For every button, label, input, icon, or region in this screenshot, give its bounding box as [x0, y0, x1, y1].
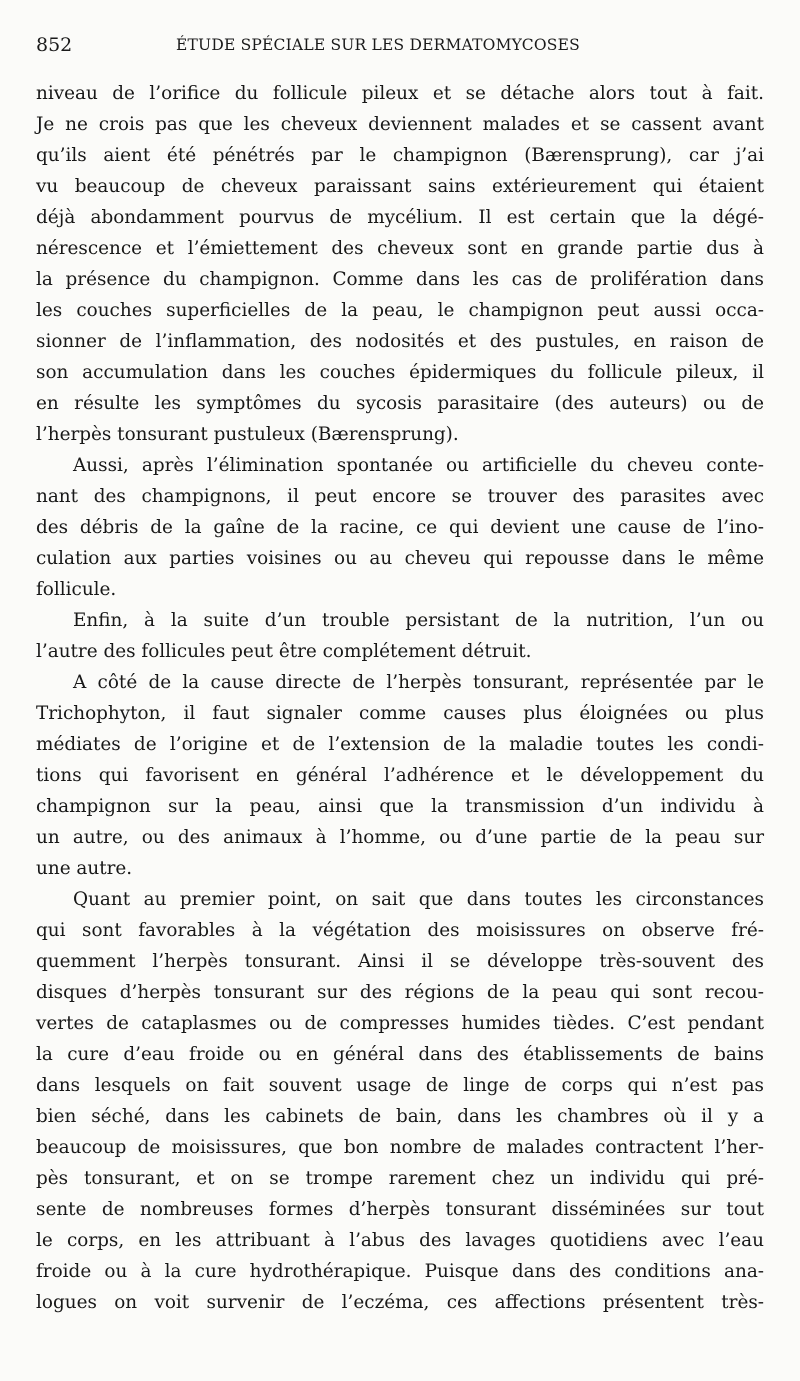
text-line: les couches superficielles de la peau, le champignon peut aussi occa- [36, 300, 764, 321]
text-line: des débris de la gaîne de la racine, ce qui devient une cause de l’ino- [36, 517, 764, 538]
text-line: la cure d’eau froide ou en général dans des établissements de bains [36, 1044, 764, 1065]
paragraph-end-line: une autre. [36, 858, 133, 879]
text-line: Trichophyton, il faut signaler comme causes plus éloignées ou plus [36, 703, 764, 724]
text-line: tions qui favorisent en général l’adhérence et le développement du [36, 765, 764, 786]
text-line: en résulte les symptômes du sycosis parasitaire (des auteurs) ou de [36, 393, 764, 414]
text-line: quemment l’herpès tonsurant. Ainsi il se développe très-souvent des [36, 951, 764, 972]
text-line: culation aux parties voisines ou au cheveu qui repousse dans le même [36, 548, 764, 569]
text-line: le corps, en les attribuant à l’abus des lavages quotidiens avec l’eau [36, 1230, 764, 1251]
text-line: bien séché, dans les cabinets de bain, dans les chambres où il y a [36, 1106, 764, 1127]
text-line: niveau de l’orifice du follicule pileux et se détache alors tout à fait. [36, 83, 764, 104]
paragraph-start-line: Aussi, après l’élimination spontanée ou artificielle du cheveu conte- [73, 455, 764, 476]
text-line: déjà abondamment pourvus de mycélium. Il est certain que la dégé- [36, 207, 764, 228]
body-text [36, 78, 764, 1318]
text-line: sente de nombreuses formes d’herpès tonsurant disséminées sur tout [36, 1199, 764, 1220]
text-line: dans lesquels on fait souvent usage de linge de corps qui n’est pas [36, 1075, 764, 1096]
text-line: pès tonsurant, et on se trompe rarement chez un individu qui pré- [36, 1168, 764, 1189]
text-line: un autre, ou des animaux à l’homme, ou d’une partie de la peau sur [36, 827, 764, 848]
paragraph-start-line: Enfin, à la suite d’un trouble persistant de la nutrition, l’un ou [73, 610, 764, 631]
text-line: froide ou à la cure hydrothérapique. Puisque dans des conditions ana- [36, 1261, 764, 1282]
text-line: champignon sur la peau, ainsi que la transmission d’un individu à [36, 796, 764, 817]
paragraph-end-line: l’herpès tonsurant pustuleux (Bærensprung). [36, 424, 459, 445]
paragraph-end-line: l’autre des follicules peut être complétement détruit. [36, 641, 532, 662]
text-line: sionner de l’inflammation, des nodosités et des pustules, en raison de [36, 331, 764, 352]
text-line: nérescence et l’émiettement des cheveux sont en grande partie dus à [36, 238, 764, 259]
running-title: ÉTUDE SPÉCIALE SUR LES DERMATOMYCOSES [176, 36, 580, 54]
running-head [36, 34, 764, 60]
text-line: qui sont favorables à la végétation des moisissures on observe fré- [36, 920, 764, 941]
text-line: son accumulation dans les couches épidermiques du follicule pileux, il [36, 362, 764, 383]
page-number: 852 [36, 34, 73, 56]
paragraph-end-line: follicule. [36, 579, 117, 600]
text-line: qu’ils aient été pénétrés par le champignon (Bærensprung), car j’ai [36, 145, 764, 166]
text-line: la présence du champignon. Comme dans les cas de prolifération dans [36, 269, 764, 290]
paragraph-start-line: Quant au premier point, on sait que dans toutes les circonstances [73, 889, 764, 910]
text-line: vertes de cataplasmes ou de compresses humides tièdes. C’est pendant [36, 1013, 764, 1034]
text-line: nant des champignons, il peut encore se trouver des parasites avec [36, 486, 764, 507]
paragraph-start-line: A côté de la cause directe de l’herpès tonsurant, représentée par le [73, 672, 764, 693]
text-line: disques d’herpès tonsurant sur des régions de la peau qui sont recou- [36, 982, 764, 1003]
text-line: vu beaucoup de cheveux paraissant sains extérieurement qui étaient [36, 176, 764, 197]
text-line: beaucoup de moisissures, que bon nombre de malades contractent l’her- [36, 1137, 764, 1158]
text-line: Je ne crois pas que les cheveux deviennent malades et se cassent avant [36, 114, 764, 135]
text-line: logues on voit survenir de l’eczéma, ces affections présentent très- [36, 1292, 764, 1313]
text-line: médiates de l’origine et de l’extension de la maladie toutes les condi- [36, 734, 764, 755]
